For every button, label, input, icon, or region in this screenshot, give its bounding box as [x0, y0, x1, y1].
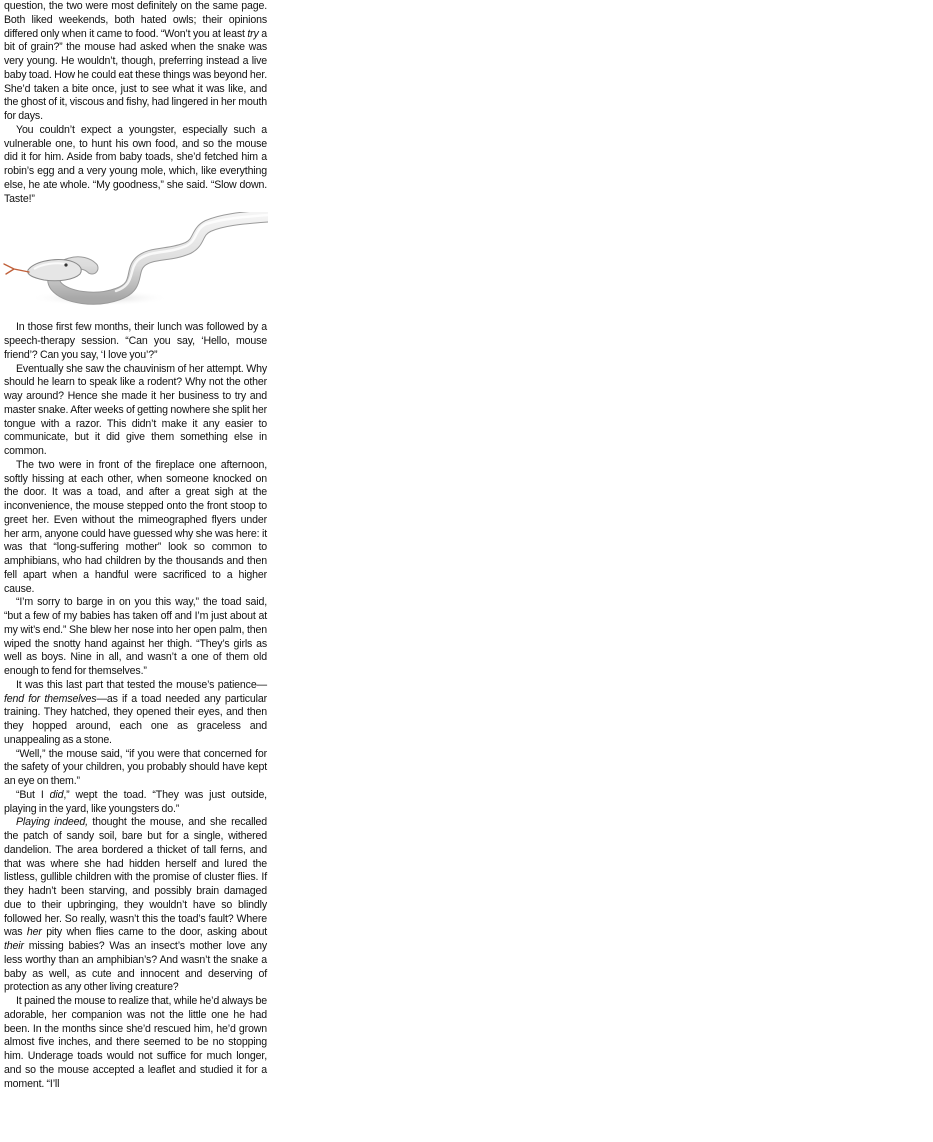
paragraph	[4, 679, 267, 748]
italic-text: try	[247, 27, 259, 40]
text-run: You couldn’t expect a youngster, especially such a vulnerable one, to hunt his own food, and so the mouse did it for him. Aside from baby toads, she’d fetched him a robin’s egg and a very young mole, which, like everything else, he ate whole. “My goodness,” she said. “Slow down. Taste!”	[4, 123, 267, 205]
text-run: a bit of grain?” the mouse had asked when the snake was very young. He wouldn’t, though, preferring instead a live baby toad. How he could eat these things was beyond her. She’d taken a bite once, just to see what it was like, and the ghost of it, viscous and fishy, had lingered in her mouth for days.	[4, 27, 267, 122]
text-run: —as if a toad needed any particular training. They hatched, they opened their eyes, and then they hopped around, each one as graceless and unappealing as a stone.	[4, 692, 267, 746]
paragraph	[4, 995, 267, 1091]
italic-text: her	[26, 926, 42, 939]
paragraph	[4, 816, 267, 995]
text-run: ,” wept the toad. “They was just outside, playing in the yard, like youngsters do.”	[4, 788, 267, 815]
text-run: question, the two were most definitely on the same page. Both liked weekends, both hated owls; their opinions differed only when it came to food. “Won’t you at least	[4, 0, 267, 40]
text-run: “But I	[16, 788, 50, 801]
text-after-illustration	[4, 321, 267, 1091]
text-run: “Well,” the mouse said, “if you were that concerned for the safety of your children, you probably should have kept an eye on them.”	[4, 747, 267, 787]
text-run: It was this last part that tested the mouse’s patience—	[16, 678, 267, 691]
text-run: It pained the mouse to realize that, while he’d always be adorable, her companion was not the little one he had been. In the months since she’d rescued him, he’d grown almost five inches, and there seemed to be no stopping him. Underage toads would not suffice for much longer, and so the mouse accepted a leaflet and studied it for a moment. “I’ll	[4, 995, 267, 1090]
text-column	[4, 0, 267, 1091]
text-run: In those first few months, their lunch was followed by a speech-therapy session. “Can you say, ‘Hello, mouse friend’? Can you say, ‘I love you’?”	[4, 321, 267, 361]
paragraph	[4, 748, 267, 789]
paragraph	[4, 124, 267, 207]
snake-illustration	[0, 212, 268, 312]
text-run: thought the mouse, and she recalled the patch of sandy soil, bare but for a single, withered dandelion. The area bordered a thicket of tall ferns, and that was where she had hidden herself and lured the listless, gullible children with the promise of cluster flies. If they hadn’t been starving, and possibly brain damaged due to their upbringing, they wouldn’t have so blindly followed her. So really, wasn’t this the toad’s fault? Where was	[4, 816, 267, 939]
italic-text: their	[4, 940, 24, 952]
text-before-illustration	[4, 0, 267, 206]
paragraph	[4, 459, 267, 597]
text-run: missing babies? Was an insect’s mother love any less worthy than an amphibian’s? And wasn’t the snake a baby as well, as cute and innocent and deserving of protection as any other living creature?	[4, 940, 267, 994]
text-run: “I’m sorry to barge in on you this way,” the toad said, “but a few of my babies has taken off and I’m just about at my wit’s end.” She blew her nose into her open palm, then wiped the snotty hand against her thigh. “They’s girls as well as boys. Nine in all, and wasn’t a one of them old enough to fend for themselves.”	[4, 596, 267, 677]
text-run: Eventually she saw the chauvinism of her attempt. Why should he learn to speak like a rodent? Why not the other way around? Hence she made it her business to try and master snake. After weeks of getting nowhere she split her tongue with a razor. This didn’t make it any easier to communicate, but it did give them something else in common.	[4, 362, 267, 457]
italic-text: did	[49, 788, 64, 801]
paragraph	[4, 321, 267, 362]
paragraph	[4, 363, 267, 459]
italic-text: Playing indeed,	[16, 816, 88, 829]
italic-text: fend for themselves	[4, 692, 97, 705]
paragraph	[4, 789, 267, 817]
paragraph	[4, 0, 267, 124]
text-run: The two were in front of the fireplace one afternoon, softly hissing at each other, when someone knocked on the door. It was a toad, and after a great sigh at the inconvenience, the mouse stepped onto the front stoop to greet her. Even without the mimeographed flyers under her arm, anyone could have guessed why she was here: it was that “long-suffering mother” look so common to amphibians, who had children by the thousands and then fell apart when a handful were sacrificed to a higher cause.	[4, 458, 267, 595]
text-run: pity when flies came to the door, asking about	[41, 926, 267, 939]
paragraph	[4, 596, 267, 679]
